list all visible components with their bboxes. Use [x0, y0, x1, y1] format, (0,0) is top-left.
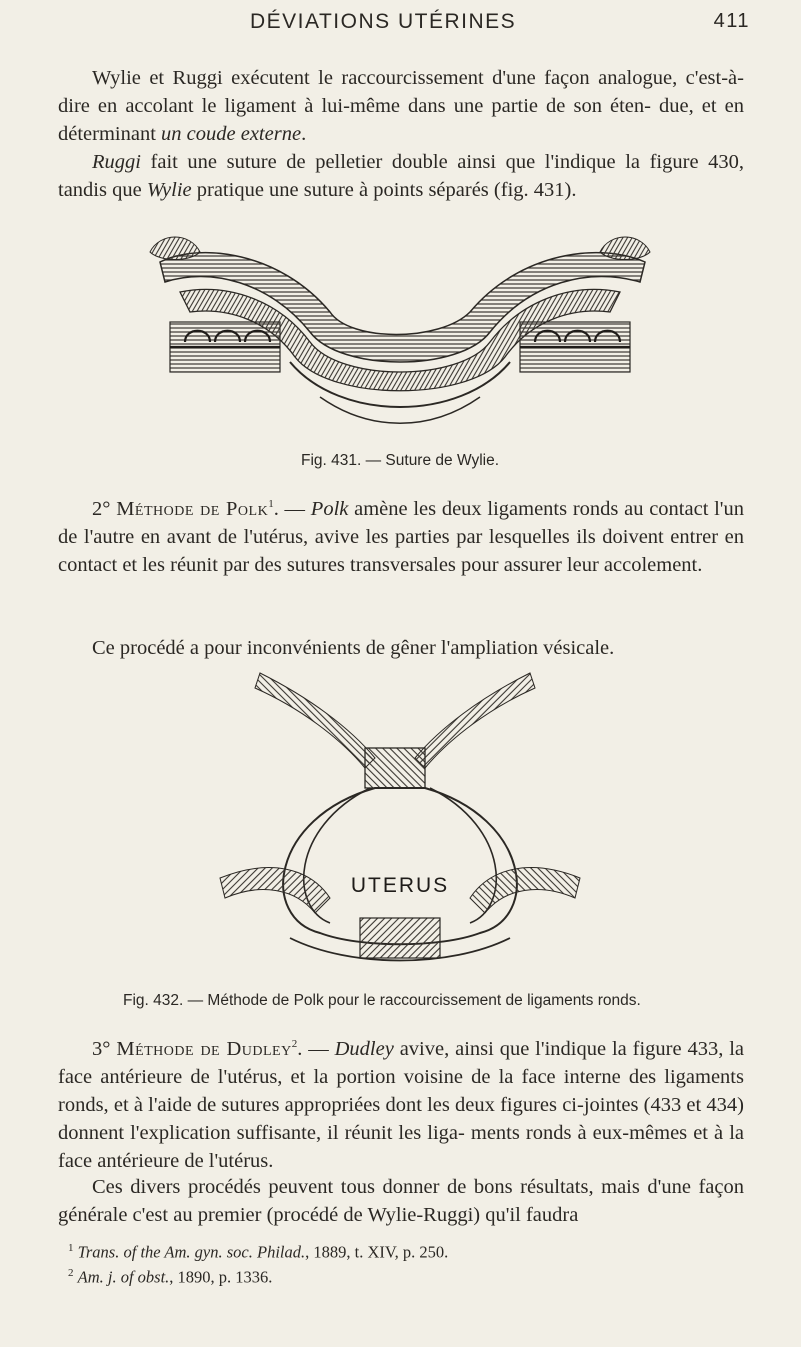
- paragraph-conclusion: [58, 1173, 744, 1229]
- footnote: [58, 1263, 758, 1288]
- text: Wylie et Ruggi exécutent le raccourcissement d'une façon analogue, c'est-à-dire en accolant le ligament à lui-même dans une partie de son éten- due, et en déterminant: [58, 67, 744, 145]
- text: amène les deux ligaments ronds au contact l'un de l'autre en avant de l'utérus, avive les parties par lesquelles ils doivent entrer en contact et les réunit par des sutures transversales pour assurer leur accolement.: [58, 497, 745, 576]
- text: avive, ainsi que l'indique la figure 433, la face antérieure de l'utérus, et la portion voisine de la face interne des ligaments ronds, et à l'aide de sutures appropriées dont les deux figures ci-jointes (433 et 434) donnent l'explication suffisante, il réunit les liga- ments ronds à eux-mêmes et à la face antérieure de l'utérus.: [58, 1037, 745, 1172]
- text: Ces divers procédés peuvent tous donner de bons résultats, mais d'une façon générale c'est au premier (procédé de Wylie-Ruggi) qu'il faudra: [58, 1176, 744, 1226]
- text: 2°: [92, 497, 117, 520]
- footnote-reference: 1: [268, 498, 274, 510]
- italic-text: Polk: [310, 497, 349, 520]
- italic-text: Ruggi: [92, 151, 141, 173]
- text: , 1889, t. XIV, p. 250.: [305, 1242, 449, 1262]
- italic-text: Trans. of the Am. gyn. soc. Philad.: [77, 1242, 306, 1262]
- footnote-mark: 2: [68, 1266, 74, 1279]
- text: fait une suture de pelletier double ainsi que l'indique la figure 430, tandis que: [58, 151, 744, 201]
- text: pratique une suture à points séparés (fig. 431).: [191, 179, 577, 201]
- italic-text: Am. j. of obst.: [77, 1267, 170, 1286]
- figure-432-label: UTERUS: [350, 874, 450, 897]
- text: , 1890, p. 1336.: [169, 1267, 273, 1286]
- section-heading: Méthode de Dudley: [116, 1037, 292, 1060]
- text: Ce procédé a pour inconvénients de gêner l'ampliation vésicale.: [92, 637, 615, 659]
- figure-431-caption: Fig. 431. — Suture de Wylie.: [301, 452, 500, 469]
- figure-431-wylie-suture: [140, 222, 660, 434]
- running-title: DÉVIATIONS UTÉRINES: [250, 10, 517, 33]
- paragraph-wylie-ruggi: [58, 64, 744, 148]
- running-header: [250, 10, 750, 40]
- text: . —: [273, 497, 311, 520]
- italic-text: Dudley: [334, 1037, 394, 1060]
- page-number: 411: [713, 10, 750, 32]
- text: . —: [297, 1037, 335, 1060]
- footnotes: [58, 1238, 758, 1287]
- paragraph-polk-method: [58, 490, 744, 579]
- paragraph-dudley-method: [58, 1030, 744, 1175]
- footnote: [58, 1238, 758, 1263]
- paragraph-ruggi-suture: [58, 148, 744, 204]
- italic-text: un coude externe: [161, 123, 302, 145]
- footnote-reference: 2: [291, 1038, 298, 1050]
- footnote-mark: 1: [68, 1242, 74, 1254]
- figure-432-caption: Fig. 432. — Méthode de Polk pour le raccourcissement de ligaments ronds.: [123, 992, 641, 1009]
- italic-text: Wylie: [146, 179, 192, 201]
- text: .: [301, 123, 307, 145]
- paragraph-polk-inconvenience: [58, 634, 744, 662]
- section-heading: Méthode de Polk: [116, 497, 269, 520]
- text: 3°: [92, 1037, 117, 1060]
- figure-432-polk-method: [200, 668, 600, 973]
